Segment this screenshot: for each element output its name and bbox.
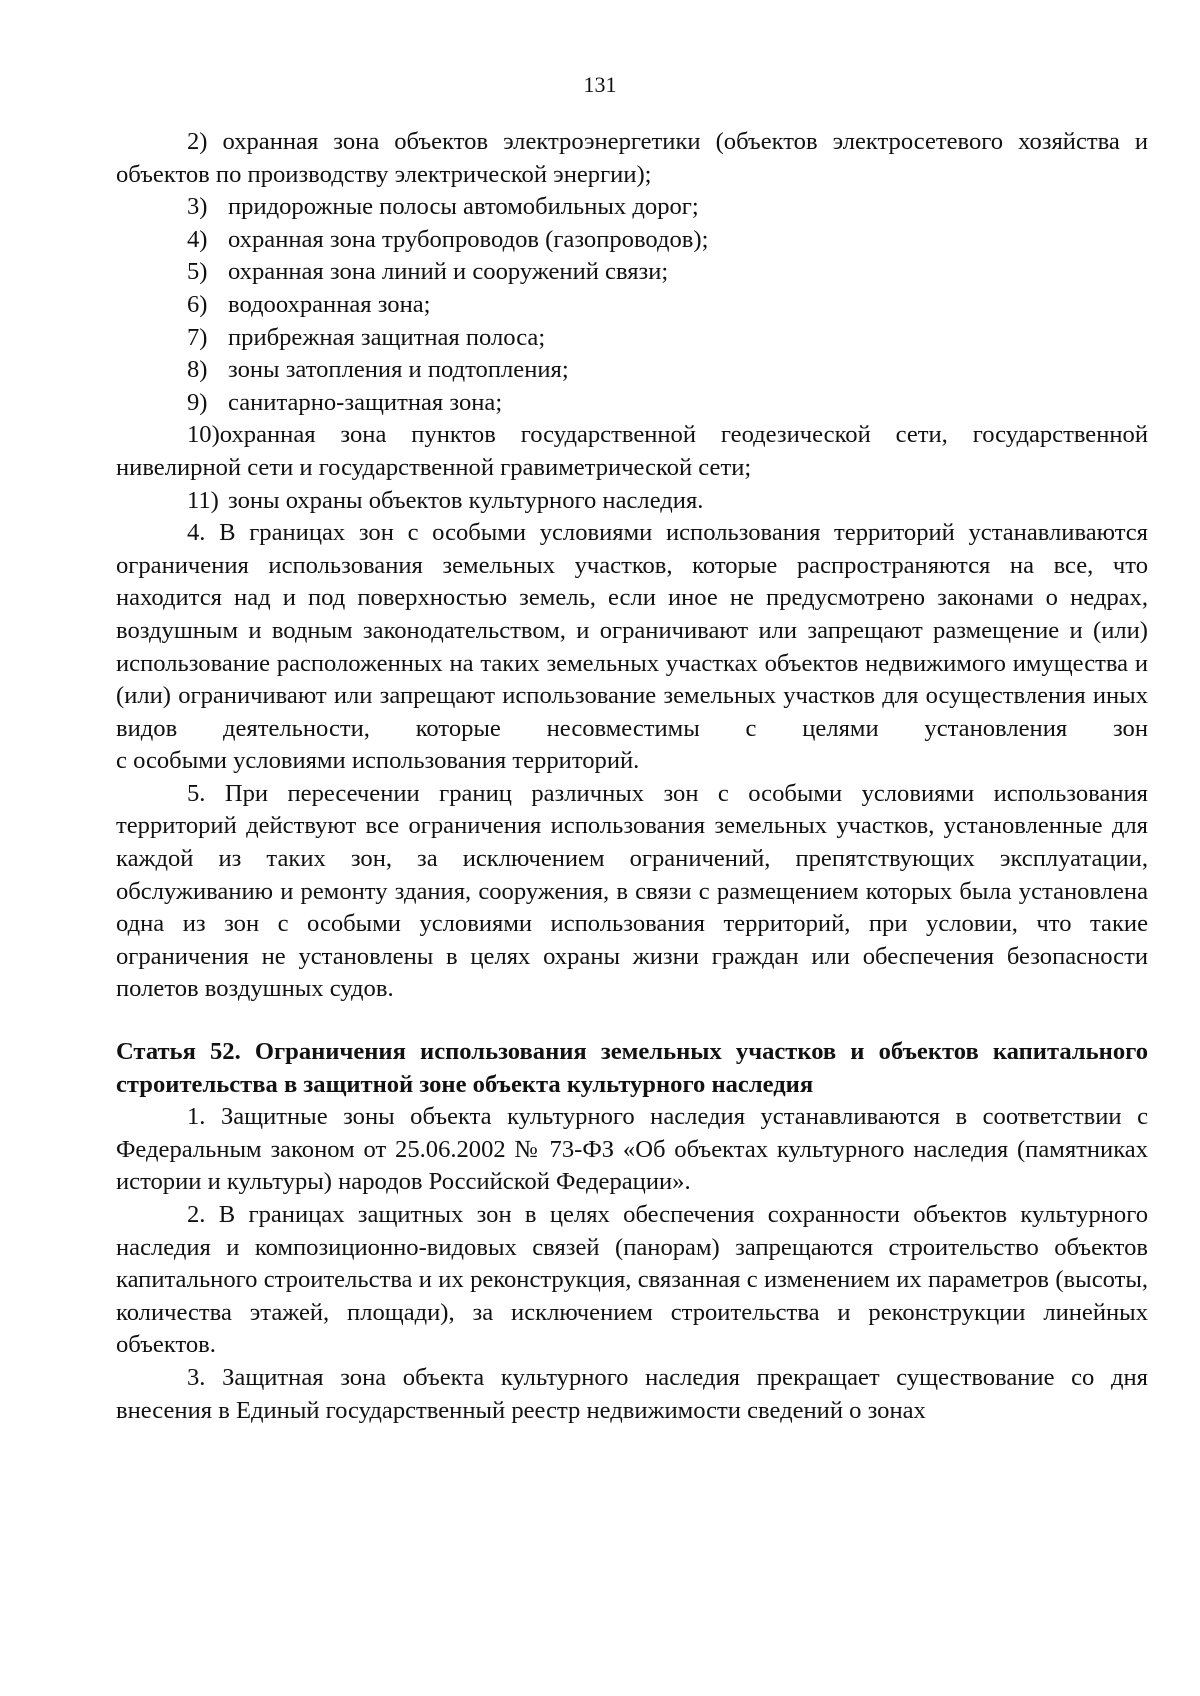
list-item-text: прибрежная защитная полоса; — [228, 323, 546, 351]
list-item-number: 11) — [187, 486, 219, 514]
list-item-number: 6) — [187, 290, 208, 318]
article-heading: Статья 52. Ограничения использования земельных участков и объектов капитального строительства в защитной зоне объекта культурного наследия — [116, 1038, 1148, 1098]
article-paragraph-2: 2. В границах защитных зон в целях обеспечения сохранности объектов культурного наследия и композиционно-видовых связей (панорам) запрещаются строительство объектов капитального строительства и их реконструкция, связанная с изменением их параметров (высоты, количества этажей, площади), за исключением строительства и реконструкции линейных объектов. — [116, 1201, 1148, 1359]
article-paragraph-1: 1. Защитные зоны объекта культурного наследия устанавливаются в соответствии с Федеральным законом от 25.06.2002 № 73-ФЗ «Об объектах культурного наследия (памятниках истории и культуры) народов Российской Федерации». — [116, 1103, 1148, 1196]
list-item-number: 2) — [187, 128, 208, 155]
list-item — [116, 387, 1148, 420]
page-number: 131 — [583, 72, 617, 97]
list-item — [116, 126, 1148, 191]
list-item-text: охранная зона трубопроводов (газопроводов); — [228, 225, 709, 253]
list-item — [116, 419, 1148, 484]
list-item-text: зоны затопления и подтопления; — [228, 356, 569, 384]
paragraph-4: 4. В границах зон с особыми условиями использования территорий устанавливаются ограничения использования земельных участков, которые распространяются на все, что находится над и под поверхностью земель, если иное не предусмотрено законами о недрах, воздушным и водным законодательством, и ограничивают или запрещают размещение и (или) использование расположенных на таких земельных участках объектов недвижимого имущества и (или) ограничивают или запрещают использование земельных участков для осуществления иных видов деятельности, которые несовместимы с целями установления зон — [116, 519, 1148, 742]
list-item-text: водоохранная зона; — [228, 290, 431, 318]
document-body — [116, 126, 1148, 1427]
list-item-text: зоны охраны объектов культурного наследия. — [228, 486, 704, 514]
list-item-text: охранная зона линий и сооружений связи; — [228, 258, 669, 286]
list-item-number: 4) — [187, 225, 208, 253]
paragraph-5: 5. При пересечении границ различных зон с особыми условиями использования территорий действуют все ограничения использования земельных участков, установленные для каждой из таких зон, за исключением ограничений, препятствующих эксплуатации, обслуживанию и ремонту здания, сооружения, в связи с размещением которых была установлена одна из зон с особыми условиями использования территорий, при условии, что такие ограничения не установлены в целях охраны жизни граждан или обеспечения безопасности полетов воздушных судов. — [116, 779, 1148, 1003]
list-item-text: придорожные полосы автомобильных дорог; — [228, 193, 699, 221]
list-item — [116, 322, 1148, 355]
list-item-text: охранная зона пунктов государственной геодезической сети, государственной нивелирной сети и государственной гравиметрической сети; — [116, 421, 1148, 481]
list-item-number: 10) — [187, 421, 220, 449]
list-item-number: 9) — [187, 388, 208, 416]
list-item — [116, 354, 1148, 387]
paragraph-4-tail: с особыми условиями использования территорий. — [116, 747, 640, 775]
list-item-text: охранная зона объектов электроэнергетики (объектов электросетевого хозяйства и объектов по производству электрической энергии); — [116, 128, 1148, 188]
list-item-text: санитарно-защитная зона; — [228, 388, 503, 416]
list-item — [116, 485, 1148, 518]
list-item — [116, 289, 1148, 322]
list-item — [116, 191, 1148, 224]
article-paragraph-3: 3. Защитная зона объекта культурного наследия прекращает существование со дня внесения в Единый государственный реестр недвижимости сведений о зонах — [116, 1363, 1148, 1424]
list-item-number: 7) — [187, 323, 208, 351]
list-item — [116, 224, 1148, 257]
list-item-number: 8) — [187, 356, 208, 384]
list-item-number: 3) — [187, 193, 208, 221]
list-item-number: 5) — [187, 258, 208, 286]
list-item — [116, 256, 1148, 289]
